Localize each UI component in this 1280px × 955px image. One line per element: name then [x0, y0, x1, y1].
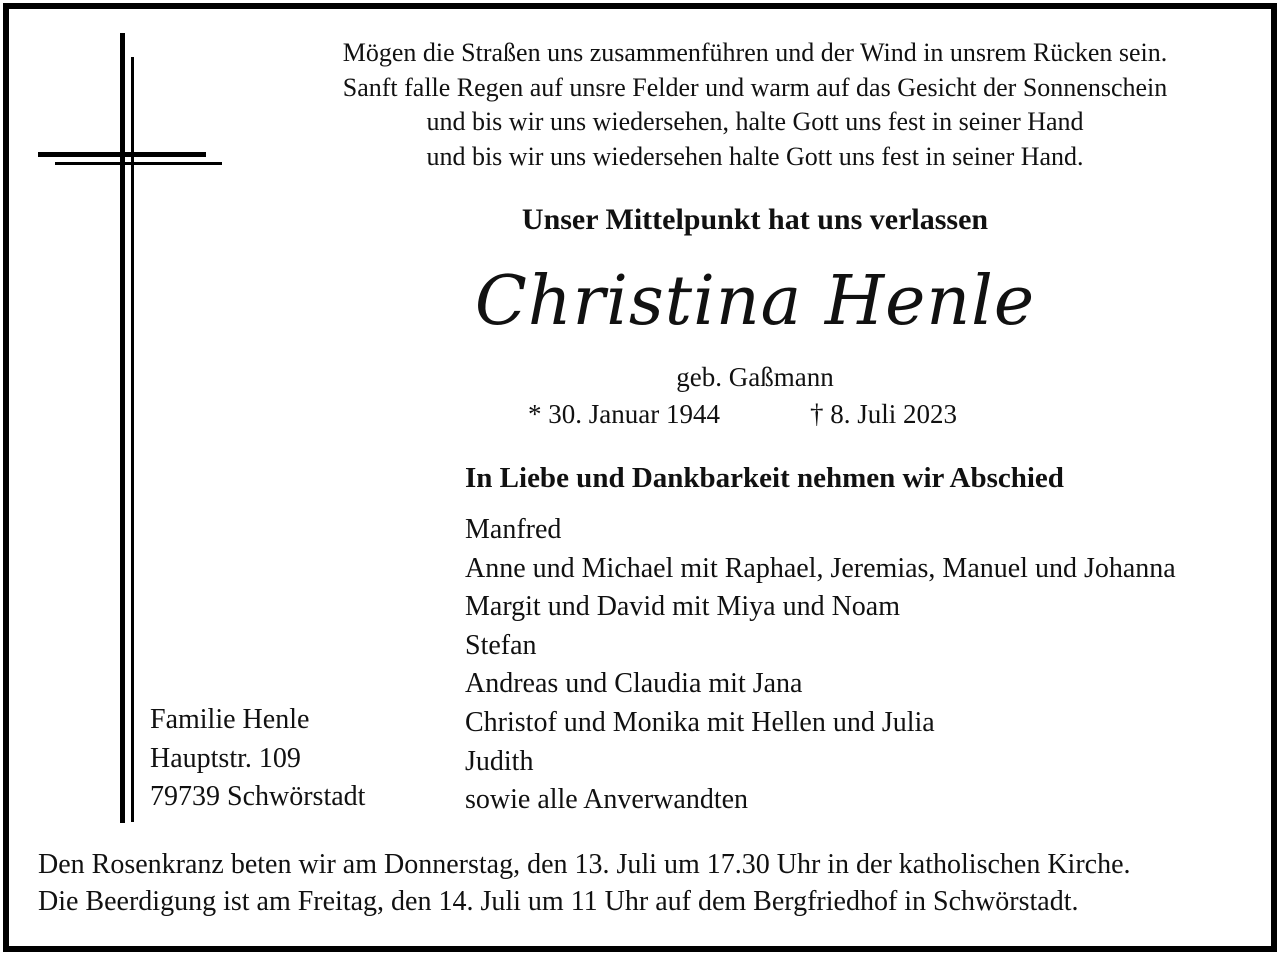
poem-line: und bis wir uns wiedersehen halte Gott uns fest in seiner Hand. [426, 141, 1084, 171]
poem-line: Sanft falle Regen auf unsre Felder und warm auf das Gesicht der Sonnenschein [342, 72, 1168, 102]
deceased-name: Christina Henle [474, 262, 1036, 341]
maiden-name: geb. Gaßmann [676, 362, 834, 392]
address-line: Hauptstr. 109 [150, 742, 301, 774]
service-line: Den Rosenkranz beten wir am Donnerstag, den 13. Juli um 17.30 Uhr in der katholischen Kirche. [38, 849, 1131, 880]
list-item: Margit und David mit Miya und Noam [465, 591, 900, 623]
mourners-list [465, 511, 1176, 820]
service-info [38, 846, 1131, 920]
list-item: Manfred [465, 514, 562, 545]
service-line: Die Beerdigung ist am Freitag, den 14. Juli um 11 Uhr auf dem Bergfriedhof in Schwörstadt. [38, 886, 1079, 917]
poem-line: Mögen die Straßen uns zusammenführen und der Wind in unsrem Rücken sein. [342, 38, 1168, 67]
list-item: Anne und Michael mit Raphael, Jeremias, Manuel und Johanna [465, 552, 1176, 584]
list-item: Christof und Monika mit Hellen und Julia [465, 706, 935, 738]
poem-verse [240, 36, 1270, 174]
family-address [150, 701, 365, 817]
list-item: Stefan [465, 629, 537, 661]
address-line: 79739 Schwörstadt [150, 781, 366, 813]
death-date: † 8. Juli 2023 [810, 399, 958, 429]
list-item: Judith [465, 745, 534, 777]
list-item: sowie alle Anverwandten [465, 784, 749, 816]
headline: Unser Mittelpunkt hat uns verlassen [521, 203, 989, 236]
list-item: Andreas und Claudia mit Jana [465, 668, 803, 700]
poem-line: und bis wir uns wiedersehen, halte Gott uns fest in seiner Hand [426, 107, 1084, 136]
address-line: Familie Henle [150, 704, 310, 735]
farewell-heading: In Liebe und Dankbarkeit nehmen wir Abschied [465, 462, 1064, 494]
birth-date: * 30. Januar 1944 [528, 399, 720, 429]
